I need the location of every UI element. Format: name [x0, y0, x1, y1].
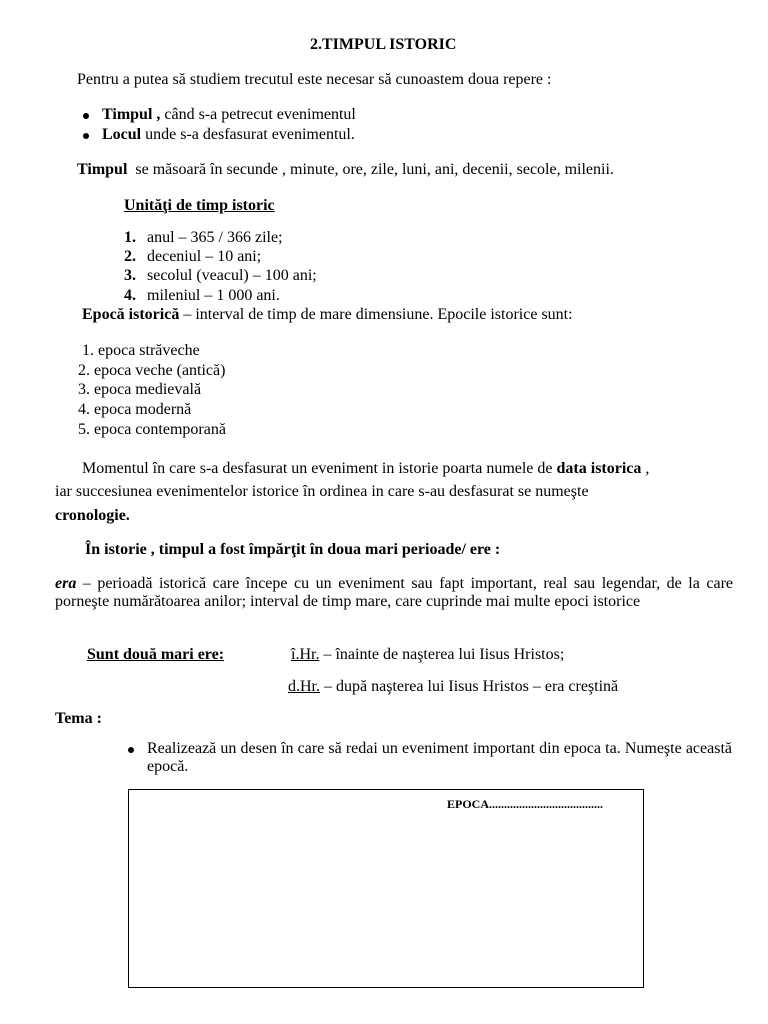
list-item: Timpul , când s-a petrecut evenimentul — [102, 106, 356, 123]
ihr-line: î.Hr. – înainte de naşterea lui Iisus Hristos; — [291, 646, 565, 663]
momentul-paragraph: Momentul în care s-a desfasurat un eveniment in istorie poarta numele de data istorica , — [82, 460, 650, 477]
list-item: 3. secolul (veacul) – 100 ani; — [124, 267, 317, 284]
intro-text: Pentru a putea să studiem trecutul este necesar să cunoastem doua repere : — [77, 71, 552, 88]
tema-label: Tema : — [55, 710, 102, 727]
doua-ere-label: Sunt două mari ere: — [87, 646, 225, 663]
bullet-icon — [83, 113, 89, 119]
ere-heading: În istorie , timpul a fost împărţit în doua mari perioade/ ere : — [85, 541, 501, 558]
list-item: 5. epoca contemporană — [78, 421, 226, 438]
epoca-field: EPOCA...................................... — [447, 797, 603, 811]
bullet-icon — [128, 747, 134, 753]
list-item: 4. epoca modernă — [78, 401, 192, 418]
list-item: 1. epoca străveche — [82, 342, 200, 359]
list-item: 4. mileniul – 1 000 ani. — [124, 287, 280, 304]
unitati-heading: Unităţi de timp istoric — [124, 197, 275, 214]
cronologie-term: cronologie. — [55, 507, 130, 524]
timpul-line: Timpul se măsoară în secunde , minute, ore, zile, luni, ani, decenii, secole, milenii. — [77, 161, 614, 178]
list-item: Locul unde s-a desfasurat evenimentul. — [102, 126, 355, 143]
list-item: 2. epoca veche (antică) — [78, 362, 226, 379]
list-item: 3. epoca medievală — [78, 381, 202, 398]
tema-task: Realizează un desen în care să redai un eveniment important din epoca ta. Numeşte această epocă. — [147, 740, 732, 776]
page-title: 2.TIMPUL ISTORIC — [310, 36, 457, 53]
bullet-icon — [83, 133, 89, 139]
era-definition: era – perioadă istorică care începe cu un eveniment sau fapt important, real sau legendar, de la care porneşte numărătoarea anilor; interval de timp mare, care cuprinde mai multe epoci istorice — [55, 575, 733, 611]
list-item: 1. anul – 365 / 366 zile; — [124, 229, 283, 246]
dhr-line: d.Hr. – după naşterea lui Iisus Hristos – era creştină — [288, 678, 619, 695]
drawing-box[interactable] — [128, 789, 644, 988]
momentul-line-2: iar succesiunea evenimentelor istorice în ordinea in care s-au desfasurat se numeşte — [55, 483, 589, 500]
list-item: 2. deceniul – 10 ani; — [124, 248, 262, 265]
epoca-definition: Epocă istorică – interval de timp de mare dimensiune. Epocile istorice sunt: — [82, 306, 573, 323]
